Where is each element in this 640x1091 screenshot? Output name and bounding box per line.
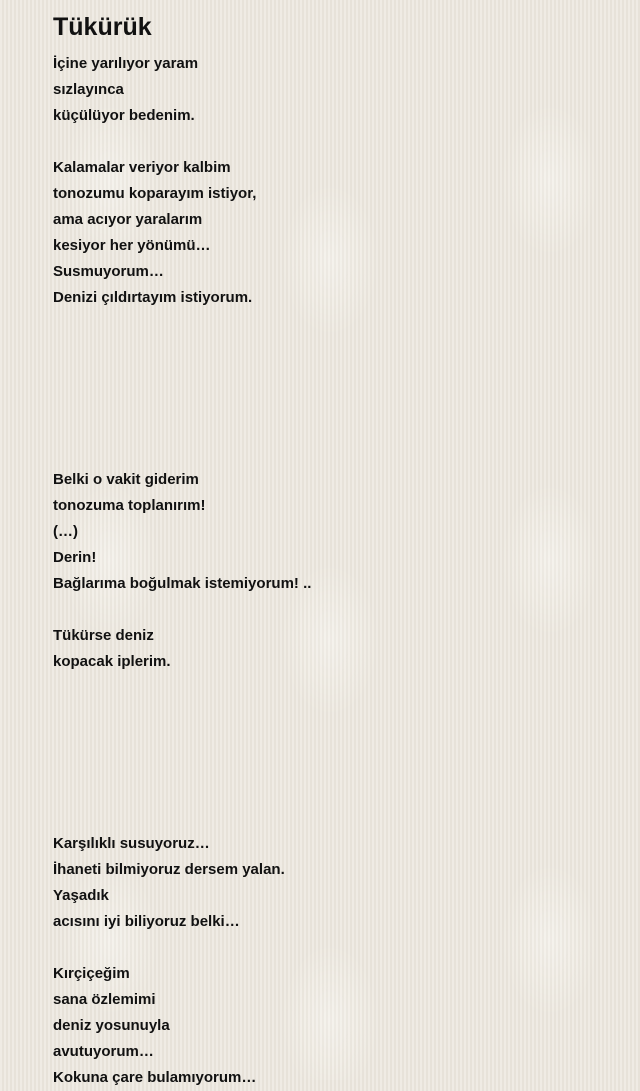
stanza-gap (53, 805, 613, 831)
stanza-gap (53, 753, 613, 779)
poem-body (53, 51, 613, 1091)
poem-line: kopacak iplerim. (53, 653, 171, 670)
poem-line: kesiyor her yönümü… (53, 237, 211, 254)
stanza-gap (53, 779, 613, 805)
poem-line: Belki o vakit giderim (53, 471, 199, 488)
stanza-gap (53, 727, 613, 753)
poem-line: (…) (53, 523, 78, 540)
poem-container (53, 10, 613, 1091)
poem-line: küçülüyor bedenim. (53, 107, 195, 124)
poem-line: Susmuyorum… (53, 263, 164, 280)
stanza-gap (53, 337, 613, 363)
poem-line: Denizi çıldırtayım istiyorum. (53, 289, 253, 306)
stanza-gap (53, 389, 613, 415)
stanza-gap (53, 701, 613, 727)
poem-line: acısını iyi biliyoruz belki… (53, 913, 240, 930)
stanza-gap (53, 597, 613, 623)
stanza-gap (53, 129, 613, 155)
poem-line: Bağlarıma boğulmak istemiyorum! .. (53, 575, 312, 592)
poem-line: Kalamalar veriyor kalbim (53, 159, 231, 176)
poem-line: ama acıyor yaralarım (53, 211, 203, 228)
stanza-gap (53, 363, 613, 389)
poem-line: İhaneti bilmiyoruz dersem yalan. (53, 861, 285, 878)
poem-title: Tükürük (53, 13, 152, 41)
poem-line: Kokuna çare bulamıyorum… (53, 1069, 257, 1086)
stanza-gap (53, 935, 613, 961)
poem-line: tonozuma toplanırım! (53, 497, 206, 514)
poem-line: Karşılıklı susuyoruz… (53, 835, 210, 852)
poem-line: Tükürse deniz (53, 627, 154, 644)
poem-line: deniz yosunuyla (53, 1017, 170, 1034)
poem-line: Yaşadık (53, 887, 109, 904)
poem-line: sana özlemimi (53, 991, 156, 1008)
poem-line: İçine yarılıyor yaram (53, 55, 199, 72)
poem-line: avutuyorum… (53, 1043, 154, 1060)
poem-line: tonozumu koparayım istiyor, (53, 185, 257, 202)
stanza-gap (53, 675, 613, 701)
poem-line: sızlayınca (53, 81, 124, 98)
stanza-gap (53, 441, 613, 467)
poem-line: Kırçiçeğim (53, 965, 130, 982)
stanza-gap (53, 415, 613, 441)
stanza-gap (53, 311, 613, 337)
poem-line: Derin! (53, 549, 97, 566)
